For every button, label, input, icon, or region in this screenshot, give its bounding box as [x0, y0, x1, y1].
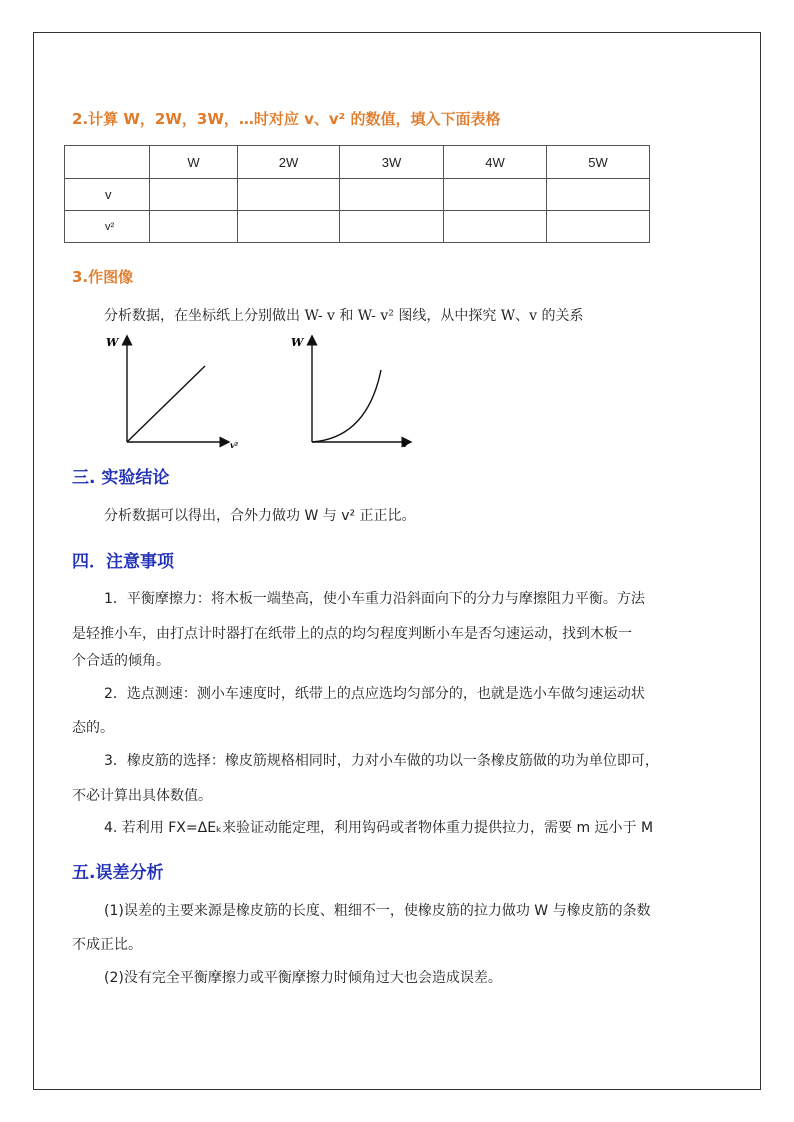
section-3-title: 3.作图像	[72, 268, 134, 286]
error-1-line-1: (1)误差的主要来源是橡皮筋的长度、粗细不一，使橡皮筋的拉力做功 W 与橡皮筋的条数	[104, 903, 651, 919]
table-header-cell	[65, 146, 150, 179]
table-cell	[150, 211, 238, 243]
y-axis-label: W	[291, 336, 304, 349]
table-header-cell: W	[150, 146, 238, 179]
data-table	[64, 145, 650, 243]
note-3-line-2: 不必计算出具体数值。	[72, 788, 212, 804]
row-label-v: v	[65, 179, 150, 211]
table-cell	[444, 179, 547, 211]
x-axis-label: v²	[230, 440, 239, 450]
section-notes-title: 四．注意事项	[72, 552, 174, 572]
note-4: 4. 若利用 FX=ΔEₖ来验证动能定理，利用钩码或者物体重力提供拉力，需要 m 远小于 M	[104, 820, 654, 836]
conclusion-text: 分析数据可以得出，合外力做功 W 与 v² 正正比。	[104, 508, 416, 524]
table-row	[65, 179, 650, 211]
table-cell	[340, 211, 444, 243]
table-header-row	[65, 146, 650, 179]
table-cell	[547, 211, 650, 243]
section-3-text: 分析数据，在坐标纸上分别做出 W- v 和 W- v² 图线，从中探究 W、v 的关系	[104, 308, 584, 324]
graph-w-v-squared	[100, 330, 239, 455]
table-header-cell: 2W	[238, 146, 340, 179]
section-2-title: 2.计算 W，2W，3W，…时对应 v、v² 的数值，填入下面表格	[72, 110, 501, 128]
error-2: (2)没有完全平衡摩擦力或平衡摩擦力时倾角过大也会造成误差。	[104, 970, 502, 986]
note-1-line-2: 是轻推小车，由打点计时器打在纸带上的点的均匀程度判断小车是否匀速运动，找到木板一	[72, 626, 632, 642]
graph-w-v	[285, 330, 415, 455]
note-3-line-1: 3．橡皮筋的选择：橡皮筋规格相同时，力对小车做的功以一条橡皮筋做的功为单位即可，	[104, 753, 659, 769]
table-row	[65, 211, 650, 243]
table-header-cell: 5W	[547, 146, 650, 179]
table-header-cell: 3W	[340, 146, 444, 179]
table-header-cell: 4W	[444, 146, 547, 179]
note-1-line-3: 个合适的倾角。	[72, 653, 170, 669]
table-cell	[340, 179, 444, 211]
table-cell	[150, 179, 238, 211]
linear-line	[127, 366, 205, 442]
row-label-v-squared: v²	[65, 211, 150, 243]
table-cell	[444, 211, 547, 243]
section-errors-title: 五.误差分析	[72, 863, 164, 883]
table-cell	[547, 179, 650, 211]
table-cell	[238, 179, 340, 211]
parabolic-curve	[312, 370, 381, 442]
note-2-line-1: 2．选点测速：测小车速度时，纸带上的点应选均匀部分的，也就是选小车做匀速运动状	[104, 686, 645, 702]
y-axis-label: W	[106, 336, 119, 349]
table-cell	[238, 211, 340, 243]
error-1-line-2: 不成正比。	[72, 937, 142, 953]
x-axis-label: v	[402, 439, 408, 450]
note-1-line-1: 1．平衡摩擦力：将木板一端垫高，使小车重力沿斜面向下的分力与摩擦阻力平衡。方法	[104, 591, 645, 607]
note-2-line-2: 态的。	[72, 720, 114, 736]
section-conclusion-title: 三. 实验结论	[72, 468, 170, 488]
